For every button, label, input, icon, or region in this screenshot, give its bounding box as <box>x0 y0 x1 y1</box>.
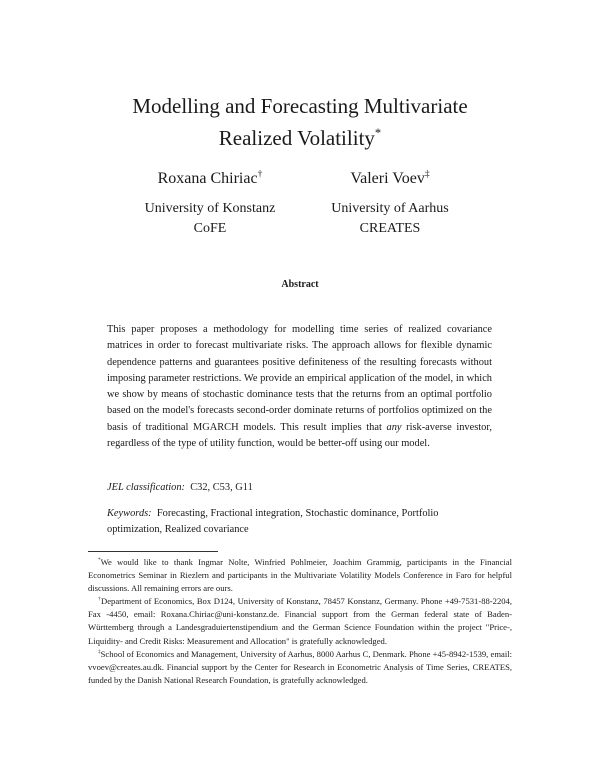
footnote: †Department of Economics, Box D124, University of Konstanz, 78457 Konstanz, Germany. Phone +49-7531-88-2204, Fax -4450, email: Roxana.Chiriac@uni-konstanz.de. Financial support from the German federal state of Baden-Württemberg through a Landesgraduiertenstipendium and the German Science Foundation within the project "Price-, Liquidity- and Credit Risks: Measurement and Allocation" is gratefully acknowledged. <box>88 596 512 646</box>
footnote-rule <box>88 551 218 552</box>
author-affiliation: University of Aarhus CREATES <box>331 201 449 236</box>
author-footnote-mark: † <box>257 168 263 180</box>
abstract-heading: Abstract <box>281 279 319 290</box>
keywords-label: Keywords: <box>107 508 152 519</box>
footnote: *We would like to thank Ingmar Nolte, Winfried Pohlmeier, Joachim Grammig, participants in the Financial Econometrics Seminar in Riezlern and participants in the Multivariate Volatility Models Conference in Faro for helpful discussions. All remaining errors are ours. <box>88 557 512 594</box>
keywords-value: Forecasting, Fractional integration, Stochastic dominance, Portfolio optimization, Realized covariance <box>107 508 439 536</box>
title-footnote-mark: * <box>374 126 382 140</box>
keywords <box>107 506 492 539</box>
author-name: Roxana Chiriac† <box>157 168 263 187</box>
footnote: ‡School of Economics and Management, University of Aarhus, 8000 Aarhus C, Denmark. Phone +45-8942-1539, email: vvoev@creates.au.dk. Financial support by the Center for Research in Econometric Analysis of Time Series, CREATES, funded by the Danish National Research Foundation, is gratefully acknowledged. <box>88 648 512 685</box>
jel-value: C32, C53, G11 <box>190 482 253 493</box>
jel-label: JEL classification: <box>107 482 186 493</box>
author-name: Valeri Voev‡ <box>350 168 430 187</box>
paper-title-line2: Realized Volatility* <box>218 126 382 150</box>
author-affiliation: University of Konstanz CoFE <box>144 201 276 236</box>
paper-title-line1: Modelling and Forecasting Multivariate <box>132 94 468 118</box>
jel-classification <box>107 482 492 493</box>
author-footnote-mark: ‡ <box>424 168 430 180</box>
footnotes <box>88 556 512 687</box>
abstract-body: This paper proposes a methodology for modelling time series of realized covariance matrices in order to forecast multivariate risks. The approach allows for flexible dynamic dependence patterns and guarantees positive definiteness of the resulting forecasts without imposing parameter restrictions. We provide an empirical application of the model, in which we show by means of stochastic dominance tests that the returns from an optimal portfolio based on the model's forecasts second-order dominate returns of portfolios optimized on the basis of traditional MGARCH models. This result implies that any risk-averse investor, regardless of the type of utility function, would be better-off using our model. <box>107 324 492 450</box>
